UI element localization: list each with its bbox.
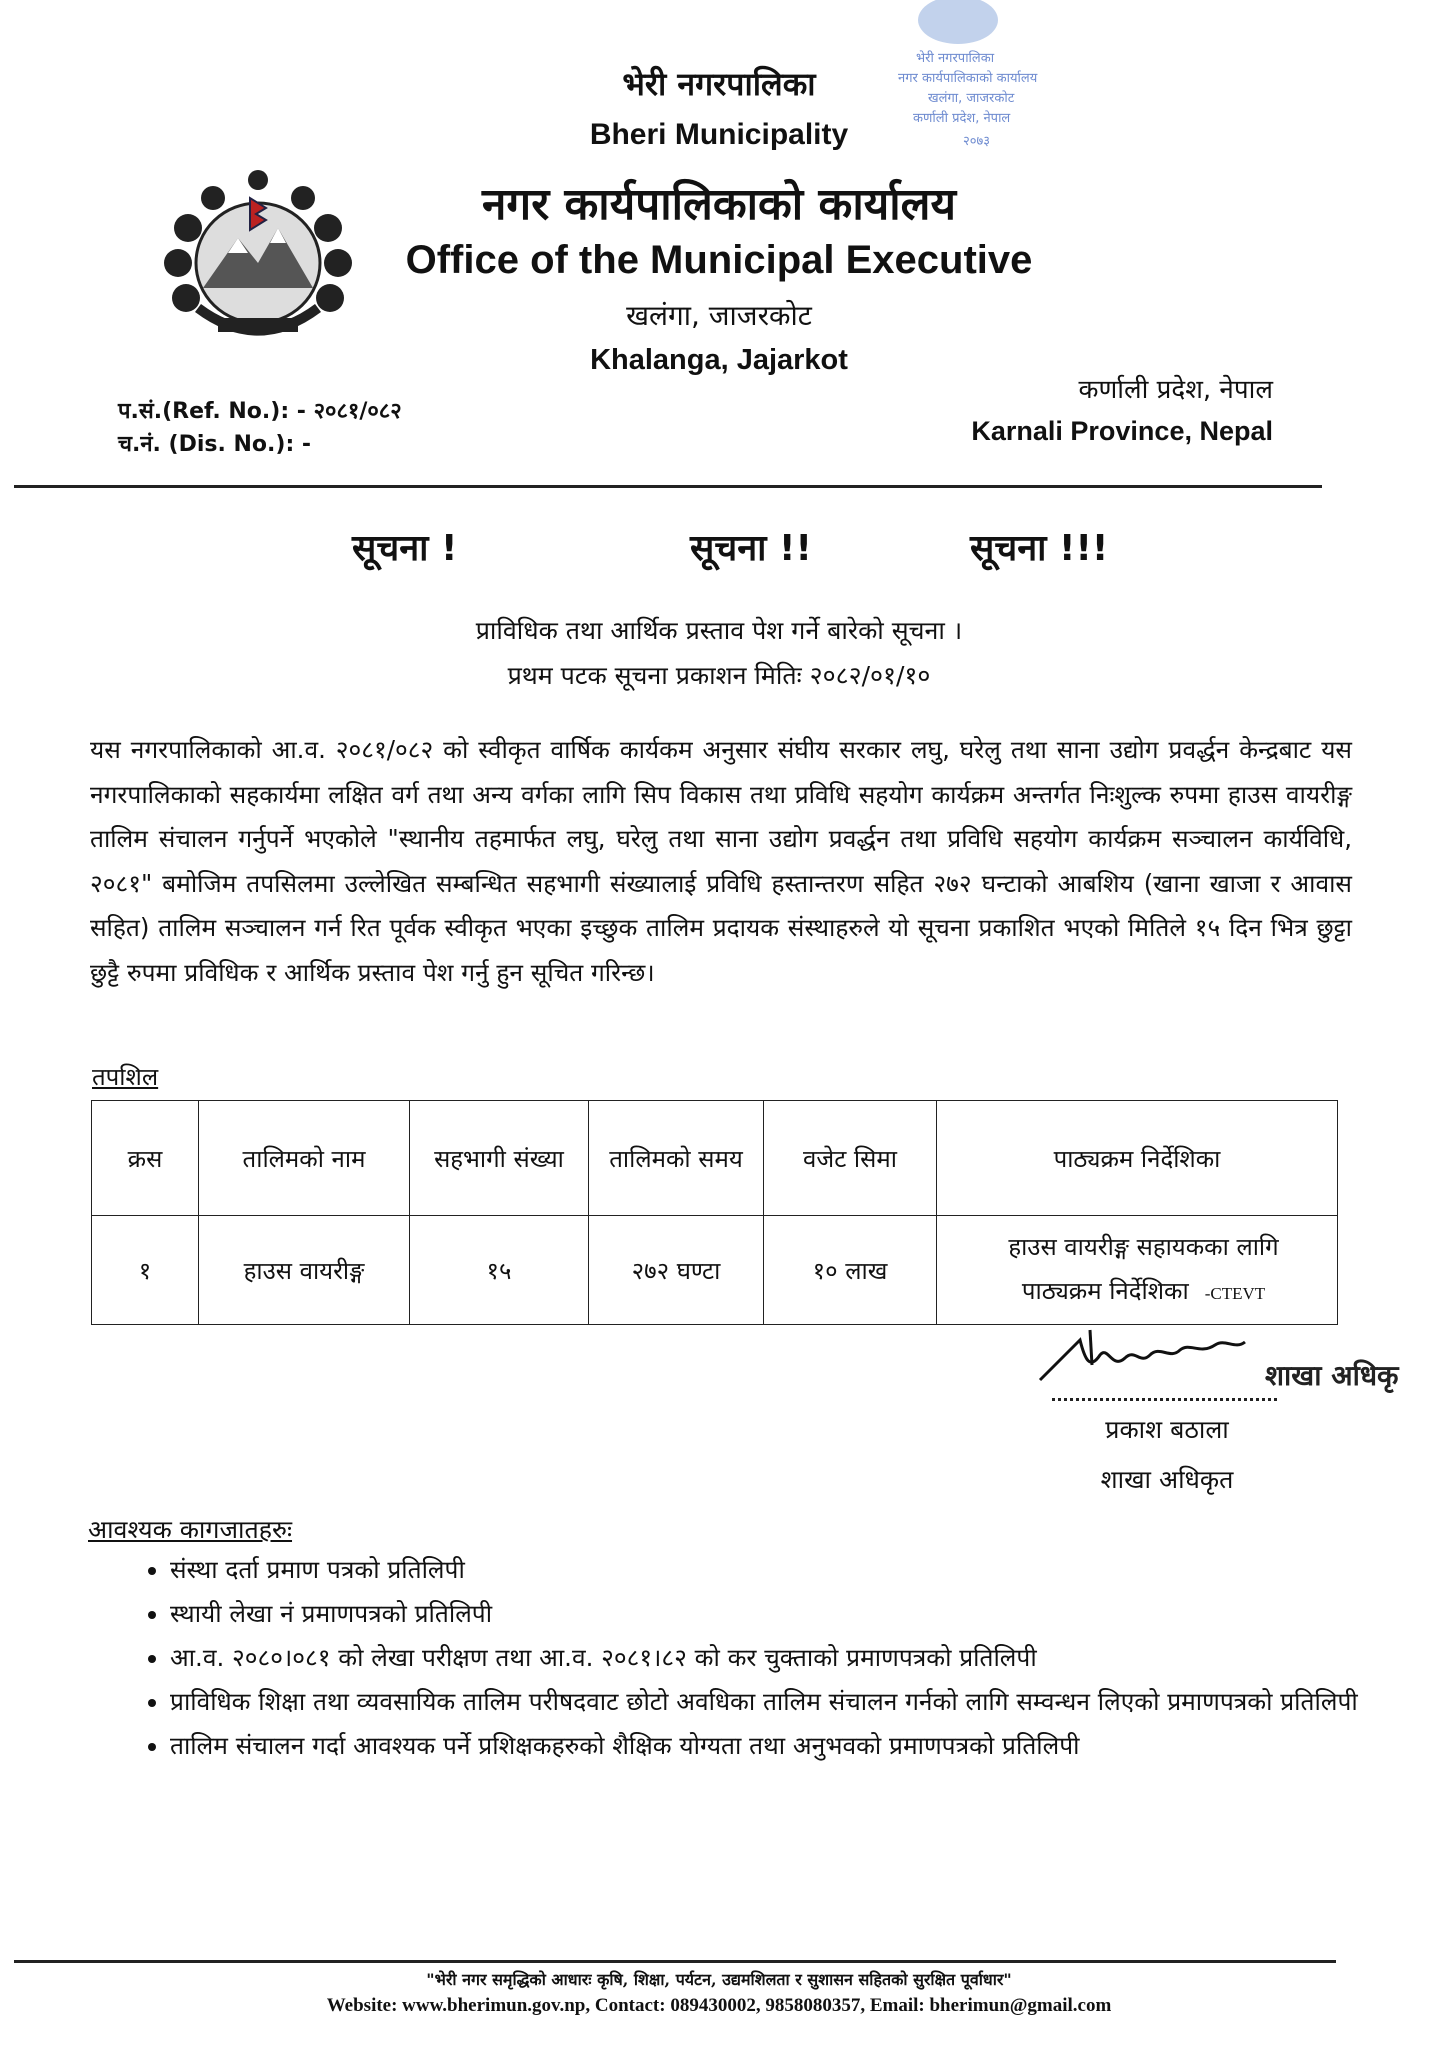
dispatch-number: च.नं. (Dis. No.): -	[118, 432, 312, 457]
municipality-name-en: Bheri Municipality	[589, 118, 849, 151]
curriculum-line-2	[951, 1269, 1336, 1316]
cell-serial: १	[92, 1216, 199, 1325]
office-name-np: नगर कार्यपालिकाको कार्यालय	[482, 179, 956, 230]
col-participants: सहभागी संख्या	[410, 1101, 589, 1216]
municipality-name-np: भेरी नगरपालिका	[622, 65, 816, 103]
cell-duration: २७२ घण्टा	[589, 1216, 764, 1325]
stamp-line-5: २०७३	[963, 134, 991, 149]
training-schedule-table	[91, 1100, 1338, 1325]
cell-curriculum	[937, 1216, 1338, 1325]
signature-stamp	[1265, 1356, 1438, 1406]
list-item: • तालिम संचालन गर्दा आवश्यक पर्ने प्रशिक्षकहरुको शैक्षिक योग्यता तथा अनुभवको प्रमाणपत्रको प्रतिलिपी	[170, 1724, 1400, 1768]
stamp-line-2: नगर कार्यपालिकाको कार्यालय	[898, 71, 1038, 86]
reference-number: प.सं.(Ref. No.): - २०८१/०८२	[118, 399, 402, 424]
footer-divider	[14, 1960, 1336, 1963]
place-en: Khalanga, Jajarkot	[590, 344, 848, 376]
publish-date: प्रथम पटक सूचना प्रकाशन मितिः २०८२/०१/१०	[507, 661, 931, 690]
list-item: • प्राविधिक शिक्षा तथा व्यवसायिक तालिम परीषदवाट छोटो अवधिका तालिम संचालन गर्नको लागि सम्वन्धन लिएको प्रमाणपत्रको प्रतिलिपी	[170, 1680, 1400, 1724]
list-item: • आ.व. २०८०।०८१ को लेखा परीक्षण तथा आ.व. २०८१।८२ को कर चुक्ताको प्रमाणपत्रको प्रतिलिपी	[170, 1636, 1400, 1680]
col-curriculum: पाठ्यक्रम निर्देशिका	[937, 1101, 1338, 1216]
signature-stamp-text: शाखा अधिकृ	[1265, 1359, 1399, 1392]
required-documents-list	[120, 1548, 1400, 1768]
cell-participants: १५	[410, 1216, 589, 1325]
header-divider	[14, 485, 1322, 488]
curriculum-line-1: हाउस वायरीङ्ग सहायकका लागि	[1008, 1232, 1279, 1261]
col-training-name: तालिमको नाम	[199, 1101, 410, 1216]
required-documents-heading: आवश्यक कागजातहरुः	[88, 1515, 293, 1544]
table-row	[92, 1216, 1338, 1325]
handwritten-signature	[1030, 1320, 1280, 1400]
notice-body: यस नगरपालिकाको आ.व. २०८१/०८२ को स्वीकृत वार्षिक कार्यकम अनुसार संघीय सरकार लघु, घरेलु तथा साना उद्योग प्रवर्द्धन केन्द्रबाट यस नगरपालिकाको सहकार्यमा लक्षित वर्ग तथा अन्य वर्गका लागि सिप विकास तथा प्रविधि सहयोग कार्यक्रम अन्तर्गत निःशुल्क रुपमा हाउस वायरीङ्ग तालिम संचालन गर्नुपर्ने भएकोले "स्थानीय तहमार्फत लघु, घरेलु तथा साना उद्योग प्रवर्द्धन तथा प्रविधि सहयोग कार्यक्रम सञ्चालन कार्यविधि, २०८१" बमोजिम तपसिलमा उल्लेखित सम्बन्धित सहभागी संख्यालाई प्रविधि हस्तान्तरण सहित २७२ घन्टाको आबशिय (खाना खाजा र आवास सहित) तालिम सञ्चालन गर्न रित पूर्वक स्वीकृत भएका इच्छुक तालिम प्रदायक संस्थाहरुले यो सूचना प्रकाशित भएको मितिले १५ दिन भित्र छुट्टा छुट्टै रुपमा प्रविधिक र आर्थिक प्रस्ताव पेश गर्नु हुन सूचित गरिन्छ।	[90, 735, 1352, 987]
notice-title-2: सूचना !!	[690, 528, 812, 569]
col-duration: तालिमको समय	[589, 1101, 764, 1216]
list-item: • स्थायी लेखा नं प्रमाणपत्रको प्रतिलिपी	[170, 1592, 1400, 1636]
province-np: कर्णाली प्रदेश, नेपाल	[1078, 375, 1273, 405]
stamp-line-1: भेरी नगरपालिका	[916, 51, 995, 66]
cell-training-name: हाउस वायरीङ्ग	[199, 1216, 410, 1325]
stamp-line-3: खलंगा, जाजरकोट	[928, 91, 1015, 106]
table-header-row	[92, 1101, 1338, 1216]
signatory-title: शाखा अधिकृत	[1100, 1465, 1234, 1494]
notice-subject: प्राविधिक तथा आर्थिक प्रस्ताव पेश गर्ने बारेको सूचना ।	[475, 616, 963, 645]
signatory-name: प्रकाश बठाला	[1105, 1415, 1229, 1444]
stamp-line-4: कर्णाली प्रदेश, नेपाल	[913, 111, 1011, 126]
signature-line	[1052, 1398, 1277, 1401]
curriculum-line-2-text: पाठ्यक्रम निर्देशिका	[1021, 1276, 1189, 1305]
footer-motto: "भेरी नगर समृद्धिको आधारः कृषि, शिक्षा, पर्यटन, उद्यमशिलता र सुशासन सहितको सुरक्षित पूर्वाधार"	[426, 1970, 1012, 1989]
col-serial: क्रस	[92, 1101, 199, 1216]
schedule-heading: तपशिल	[92, 1063, 159, 1091]
cell-budget: १० लाख	[764, 1216, 937, 1325]
list-item: • संस्था दर्ता प्रमाण पत्रको प्रतिलिपी	[170, 1548, 1400, 1592]
province-en: Karnali Province, Nepal	[971, 416, 1273, 446]
office-name-en: Office of the Municipal Executive	[405, 238, 1033, 282]
col-budget: वजेट सिमा	[764, 1101, 937, 1216]
notice-title-1: सूचना !	[352, 528, 458, 569]
curriculum-source: -CTEVT	[1204, 1283, 1266, 1303]
place-np: खलंगा, जाजरकोट	[626, 299, 812, 332]
footer-contact: Website: www.bherimun.gov.np, Contact: 089430002, 9858080357, Email: bherimun@gmail.com	[326, 1995, 1112, 2016]
notice-title-3: सूचना !!!	[970, 528, 1109, 569]
